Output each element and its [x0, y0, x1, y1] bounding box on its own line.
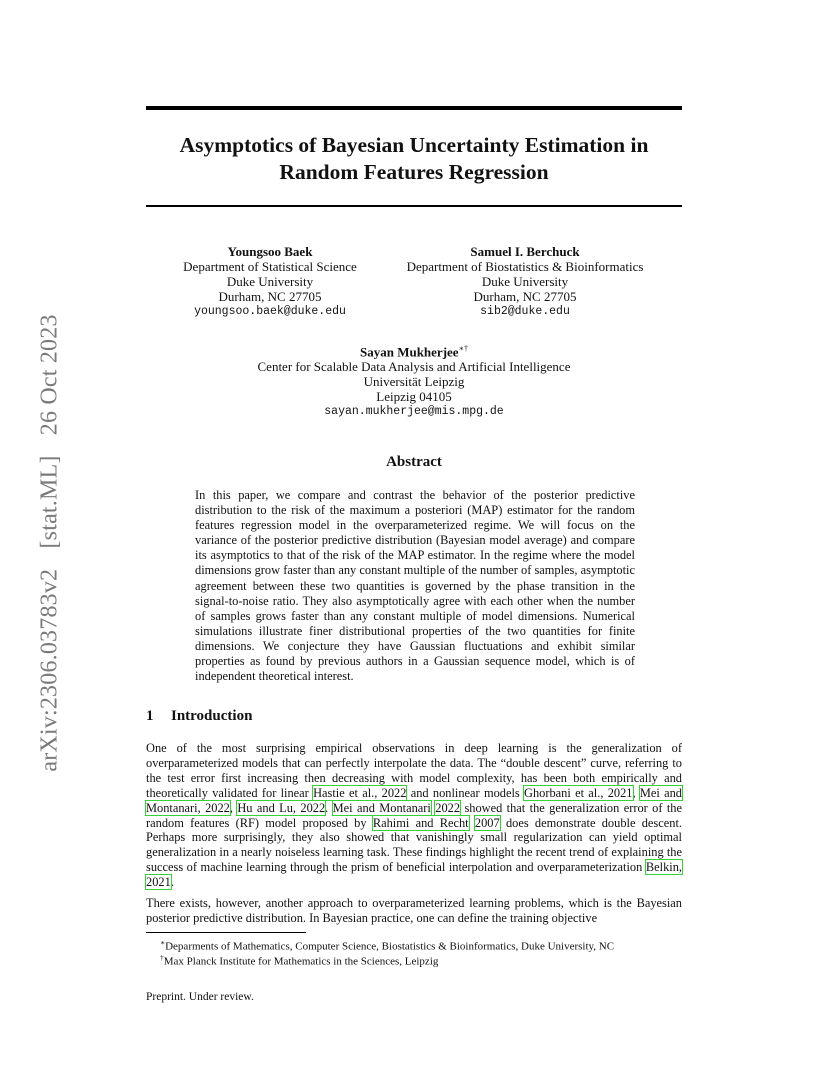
citation-link[interactable]: Belkin, 2021 [146, 860, 682, 890]
citation-link[interactable]: Rahimi and Recht [372, 815, 469, 830]
paragraph-text: and nonlinear models [406, 785, 525, 800]
footnote-rule [146, 932, 306, 933]
author-university: Duke University [481, 274, 569, 289]
paragraph-text: showed that the generalization error of the random features (RF) model proposed by [146, 800, 682, 830]
preprint-note: Preprint. Under review. [146, 991, 254, 1003]
footnote-mark: ∗ [160, 938, 166, 947]
arxiv-id: arXiv:2306.03783v2 [36, 568, 63, 772]
author-university: Universität Leipzig [363, 374, 465, 390]
title-bottom-rule [146, 205, 682, 207]
paragraph-text: , [229, 800, 238, 815]
abstract-heading: Abstract [386, 454, 442, 470]
footnote-text: Max Planck Institute for Mathematics in the Sciences, Leipzig [163, 955, 439, 968]
citation-link[interactable]: Hu and Lu, 2022 [237, 800, 326, 815]
title-top-rule [146, 106, 682, 110]
footnote-2 [160, 951, 438, 969]
intro-paragraph-2: There exists, however, another approach to overparameterized learning problems, which is the Bayesian posterior predictive distribution. In Bayesian practice, one can define the training objective [146, 896, 682, 925]
footnote-marks: ∗† [458, 344, 469, 353]
author-city: Durham, NC 27705 [218, 289, 322, 304]
citation-link[interactable]: Hastie et al., 2022 [313, 785, 407, 800]
arxiv-date: 26 Oct 2023 [36, 314, 63, 436]
paragraph-text: . [170, 875, 174, 890]
author-department: Center for Scalable Data Analysis and Artificial Intelligence [257, 359, 571, 375]
author-department: Department of Biostatistics & Bioinformatics [406, 259, 644, 274]
author-email[interactable]: youngsoo.baek@duke.edu [194, 305, 346, 318]
citation-link[interactable]: 2007 [474, 815, 500, 830]
author-name: Sayan Mukherjee [359, 344, 459, 360]
footnote-mark: † [160, 953, 164, 962]
citation-link[interactable]: Mei and Montanari [332, 800, 431, 815]
author-email[interactable]: sayan.mukherjee@mis.mpg.de [324, 405, 504, 419]
author-name: Youngsoo Baek [227, 244, 313, 259]
intro-paragraph-1 [146, 741, 682, 890]
author-department: Department of Statistical Science [183, 259, 357, 274]
citation-link[interactable]: Ghorbani et al., 2021 [524, 785, 633, 800]
paragraph-text: . [325, 800, 333, 815]
author-city: Leipzig 04105 [376, 389, 452, 405]
title-line-1: Asymptotics of Bayesian Uncertainty Estimation in [179, 133, 649, 157]
section-heading [146, 708, 252, 725]
citation-link[interactable]: Mei and Montanari, 2022 [146, 785, 682, 815]
arxiv-sidebar-stamp [37, 300, 64, 771]
title-line-2: Random Features Regression [279, 160, 549, 184]
paragraph-text [469, 816, 475, 830]
abstract-body: In this paper, we compare and contrast the behavior of the posterior predictive distribution to the risk of the maximum a posteriori (MAP) estimator for the random features regression model in the overparameterized regime. We will focus on the variance of the posterior predictive distribution (Bayesian model average) and compare its asymptotics to that of the risk of the MAP estimator. In the regime where the model dimensions grow faster than any constant multiple of the number of samples, asymptotic agreement between these two quantities is governed by the phase transition in the signal-to-noise ratio. They also asymptotically agree with each other when the number of samples grows faster than any constant multiple of model dimensions. Numerical simulations illustrate finer distributional properties of the two quantities for finite dimensions. We conjecture they have Gaussian fluctuations and exhibit similar properties as found by previous authors in a Gaussian sequence model, which is of independent theoretical interest. [195, 488, 635, 684]
author-name: Samuel I. Berchuck [470, 244, 580, 259]
author-university: Duke University [226, 274, 314, 289]
footnote-text: Deparments of Mathematics, Computer Science, Biostatistics & Bioinformatics, Duke University, NC [165, 940, 615, 953]
author-email[interactable]: sib2@duke.edu [480, 305, 570, 318]
section-number: 1 [146, 708, 154, 724]
paragraph-text: One of the most surprising empirical observations in deep learning is the generalization of overparameterized models that can perfectly interpolate the data. The “double descent” curve, referring to the test error first increasing then decreasing with model complexity, has been both empirically and theoretically validated for linear [146, 741, 682, 800]
paper-title [146, 132, 682, 186]
section-title: Introduction [171, 708, 253, 724]
author-name-line [214, 341, 614, 359]
author-city: Durham, NC 27705 [473, 289, 577, 304]
arxiv-category: [stat.ML] [36, 455, 63, 549]
paragraph-text: , [632, 785, 640, 800]
citation-link[interactable]: 2022 [435, 800, 461, 815]
paragraph-text: does demonstrate double descent. Perhaps more surprisingly, they also showed that vanishingly small regularization can yield optimal generalization in a nearly noiseless learning task. These findings highlight the recent trend of explaining the success of machine learning through the prism of beneficial interpolation and overparameterization [146, 815, 682, 875]
author-block-3 [214, 341, 614, 419]
author-block-1 [170, 244, 370, 319]
author-block-2 [385, 244, 665, 319]
